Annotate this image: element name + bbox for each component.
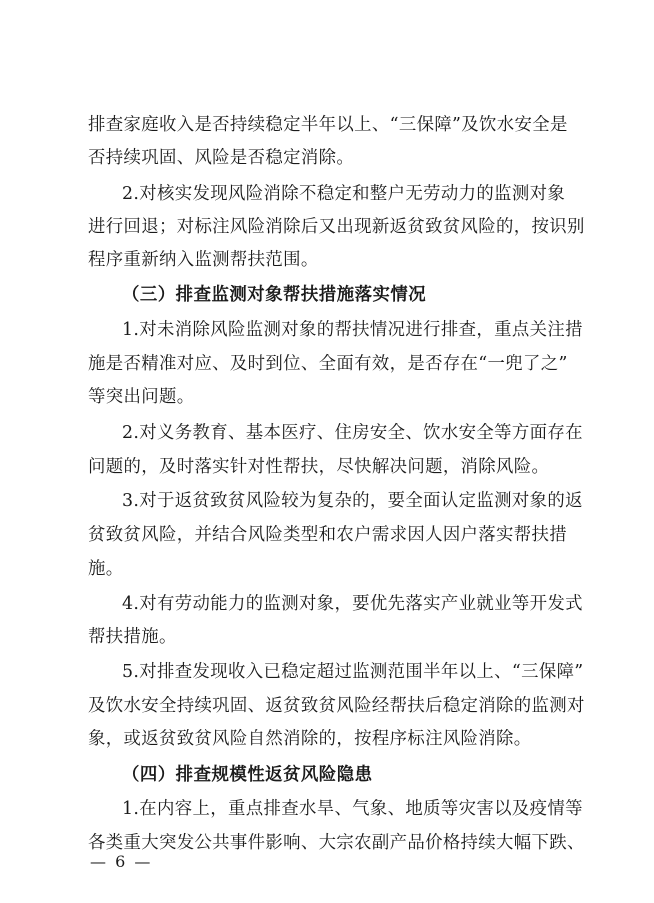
text-line: 否持续巩固、风险是否稳定消除。 <box>88 148 355 168</box>
text-line: 施。 <box>88 559 124 579</box>
page-number: — 6 — <box>90 852 153 871</box>
text-line: 象，或返贫致贫风险自然消除的，按程序标注风险消除。 <box>88 729 532 749</box>
text-line: 及饮水安全持续巩固、返贫致贫风险经帮扶后稳定消除的监测对 <box>88 696 585 716</box>
text-line: 程序重新纳入监测帮扶范围。 <box>88 250 319 270</box>
text-line: 3.对于返贫致贫风险较为复杂的，要全面认定监测对象的返 <box>122 491 583 511</box>
text-line: 2.对义务教育、基本医疗、住房安全、饮水安全等方面存在 <box>122 423 583 443</box>
text-line: 帮扶措施。 <box>88 627 177 647</box>
text-line: 1.在内容上，重点排查水旱、气象、地质等灾害以及疫情等 <box>122 799 583 819</box>
section-heading: （四）排查规模性返贫风险隐患 <box>122 765 373 785</box>
text-line: 1.对未消除风险监测对象的帮扶情况进行排查，重点关注措 <box>122 320 583 340</box>
text-line: 施是否精准对应、及时到位、全面有效，是否存在“一兜了之” <box>88 354 568 374</box>
text-line: 问题的，及时落实针对性帮扶，尽快解决问题，消除风险。 <box>88 457 550 477</box>
text-line: 4.对有劳动能力的监测对象，要优先落实产业就业等开发式 <box>122 594 583 614</box>
text-line: 贫致贫风险，并结合风险类型和农户需求因人因户落实帮扶措 <box>88 525 567 545</box>
text-line: 排查家庭收入是否持续稳定半年以上、“三保障”及饮水安全是 <box>88 115 568 135</box>
text-line: 进行回退；对标注风险消除后又出现新返贫致贫风险的，按识别 <box>88 217 585 237</box>
text-line: 5.对排查发现收入已稳定超过监测范围半年以上、“三保障” <box>122 662 584 682</box>
text-line: 各类重大突发公共事件影响、大宗农副产品价格持续大幅下跌、 <box>88 833 585 853</box>
text-line: 等突出问题。 <box>88 387 195 407</box>
section-heading: （三）排查监测对象帮扶措施落实情况 <box>122 285 427 305</box>
text-line: 2.对核实发现风险消除不稳定和整户无劳动力的监测对象 <box>122 184 566 204</box>
